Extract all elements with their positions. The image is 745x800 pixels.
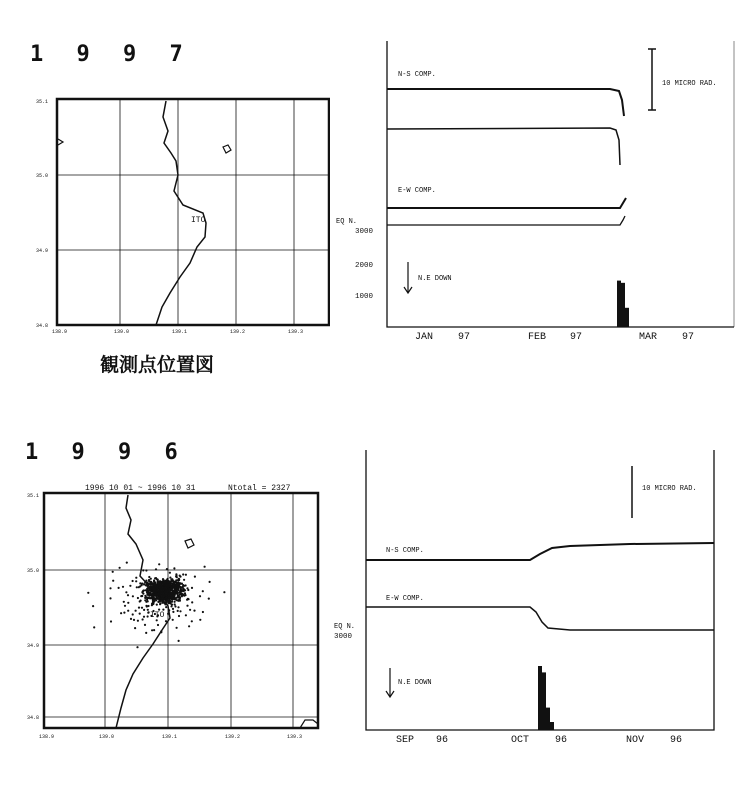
eq-tick: 3000 xyxy=(355,228,374,236)
ew-trace xyxy=(366,607,714,630)
epicenter-dot xyxy=(179,610,181,612)
epicenter-dot xyxy=(122,586,124,588)
epicenter-dot xyxy=(157,589,159,591)
lon-tick: 138.9 xyxy=(52,329,68,335)
scale-label: 10 MICRO RAD. xyxy=(662,80,717,88)
epicenter-dot xyxy=(160,585,162,587)
eq-histogram xyxy=(617,281,629,327)
down-arrow-icon xyxy=(386,668,394,697)
epicenter-dot xyxy=(126,562,128,564)
epicenter-dot xyxy=(132,613,134,615)
station-map-1997 xyxy=(30,95,330,335)
epicenter-dot xyxy=(154,598,156,600)
epicenter-dot xyxy=(178,615,180,617)
epicenter-dot xyxy=(127,594,129,596)
epicenter-dot xyxy=(143,609,145,611)
epicenter-dot xyxy=(174,605,176,607)
ntotal-label: Ntotal = 2327 xyxy=(228,484,291,493)
epicenter-dot xyxy=(134,627,136,629)
ew-comp-label: E-W COMP. xyxy=(398,187,436,195)
month-axis xyxy=(396,735,682,746)
epicenter-dot xyxy=(193,610,195,612)
eq-histogram xyxy=(538,666,554,730)
epicenter-dot xyxy=(166,579,168,581)
epicenter-dot xyxy=(187,589,189,591)
epicenter-dot xyxy=(158,563,160,565)
epicenter-dot xyxy=(202,590,204,592)
epicenter-dot xyxy=(172,608,174,610)
epicenter-dot xyxy=(127,610,129,612)
lat-tick: 34.9 xyxy=(36,248,49,254)
lon-tick: 139.2 xyxy=(230,329,246,335)
epicenter-dot xyxy=(167,595,169,597)
epicenter-dot xyxy=(170,605,172,607)
lon-tick: 139.0 xyxy=(114,329,130,335)
eq-count-bar xyxy=(621,283,625,327)
ns-comp-label: N-S COMP. xyxy=(386,547,424,555)
epicenter-dot xyxy=(160,589,162,591)
epicenter-dot xyxy=(145,569,147,571)
epicenter-dot xyxy=(124,605,126,607)
map-ticks-lat xyxy=(36,99,48,329)
epicenter-dot xyxy=(148,576,150,578)
epicenter-dot xyxy=(176,583,178,585)
epicenter-dot xyxy=(151,596,153,598)
epicenter-dot xyxy=(141,607,143,609)
map-ticks-lon xyxy=(52,329,303,335)
epicenter-dot xyxy=(160,595,162,597)
epicenter-dot xyxy=(127,602,129,604)
epicenter-dot xyxy=(180,583,182,585)
eq-count-bar xyxy=(550,722,554,730)
eq-count-bar xyxy=(538,666,542,730)
epicenter-dot xyxy=(173,582,175,584)
epicenter-dot xyxy=(191,587,193,589)
lat-tick: 35.1 xyxy=(36,99,49,105)
epicenter-dot xyxy=(120,612,122,614)
epicenter-dot xyxy=(132,595,134,597)
year-label-oct: 96 xyxy=(555,735,568,746)
month-label-nov: NOV xyxy=(626,735,645,746)
down-label: N.E DOWN xyxy=(418,275,452,283)
epicenter-dot xyxy=(175,586,177,588)
epicenter-dot xyxy=(145,584,147,586)
epicenter-dot xyxy=(158,596,160,598)
epicenter-dot xyxy=(142,618,144,620)
eq-axis-ticks xyxy=(355,228,374,301)
epicenter-dot xyxy=(172,619,174,621)
epicenter-dot xyxy=(136,586,138,588)
epicenter-dot xyxy=(169,572,171,574)
epicenter-dot xyxy=(170,594,172,596)
eq-count-bar xyxy=(546,708,550,730)
epicenter-dot xyxy=(135,577,137,579)
month-label-jan: JAN xyxy=(415,332,434,343)
epicenter-dot xyxy=(129,585,131,587)
epicenter-dot xyxy=(132,580,134,582)
epicenter-dot xyxy=(166,584,168,586)
epicenter-dot xyxy=(109,587,111,589)
down-arrow-icon xyxy=(404,262,412,293)
eq-count-bar xyxy=(625,308,629,327)
epicenter-dot xyxy=(148,597,150,599)
epicenter-dot xyxy=(154,594,156,596)
epicenter-dot xyxy=(179,597,181,599)
epicenter-dot xyxy=(179,586,181,588)
epicenter-dot xyxy=(147,609,149,611)
period-label: 1996 10 01 ~ 1996 10 31 xyxy=(85,484,196,493)
epicenter-dot xyxy=(208,598,210,600)
epicenter-dot xyxy=(137,597,139,599)
epicenter-dot xyxy=(175,599,177,601)
epicenter-dot xyxy=(165,588,167,590)
epicenter-dot xyxy=(147,590,149,592)
epicenter-dot xyxy=(133,619,135,621)
epicenter-dot xyxy=(162,598,164,600)
epicenter-dot xyxy=(194,576,196,578)
lat-tick: 35.0 xyxy=(27,568,40,574)
epicenter-dot xyxy=(173,595,175,597)
epicenter-dot xyxy=(147,593,149,595)
epicenter-dot xyxy=(153,580,155,582)
lat-tick: 34.8 xyxy=(36,323,49,329)
epicenter-dot xyxy=(142,590,144,592)
ns-comp-label: N-S COMP. xyxy=(398,71,436,79)
epicenter-dot xyxy=(178,640,180,642)
epicenter-dot xyxy=(93,626,95,628)
epicenter-dot xyxy=(150,578,152,580)
lon-tick: 139.1 xyxy=(162,734,178,740)
epicenter-dot xyxy=(158,583,160,585)
epicenter-dot xyxy=(151,629,153,631)
epicenter-dot xyxy=(156,597,158,599)
epicenter-dot xyxy=(165,600,167,602)
ew-trace-upper xyxy=(387,198,626,208)
epicenter-dot xyxy=(176,627,178,629)
lat-tick: 34.8 xyxy=(27,715,40,721)
epicenter-dot xyxy=(165,620,167,622)
year-label-jan: 97 xyxy=(458,332,471,343)
epicenter-dot xyxy=(118,587,120,589)
year-label-sep: 96 xyxy=(436,735,449,746)
epicenter-dot xyxy=(92,605,94,607)
epicenter-dot xyxy=(165,594,167,596)
epicenter-dot xyxy=(163,589,165,591)
epicenter-dot xyxy=(138,586,140,588)
epicenter-dot xyxy=(185,614,187,616)
eq-count-bar xyxy=(542,672,546,730)
tilt-record-1997 xyxy=(330,40,735,350)
epicenter-dot xyxy=(158,586,160,588)
epicenter-dot xyxy=(179,590,181,592)
year-label-feb: 97 xyxy=(570,332,583,343)
epicenter-dot xyxy=(159,603,161,605)
epicenter-dot xyxy=(162,580,164,582)
month-label-oct: OCT xyxy=(511,735,530,746)
lon-tick: 139.2 xyxy=(225,734,241,740)
epicenter-dot xyxy=(87,592,89,594)
epicenter-dot xyxy=(137,620,139,622)
epicenter-dot xyxy=(156,587,158,589)
epicenter-dot xyxy=(204,566,206,568)
epicenter-dot xyxy=(156,578,158,580)
epicenter-dot xyxy=(144,582,146,584)
epicenter-dot xyxy=(164,581,166,583)
epicenter-dot xyxy=(165,592,167,594)
lat-tick: 35.1 xyxy=(27,493,40,499)
map-ticks-lat xyxy=(27,493,39,721)
epicenter-dot xyxy=(167,613,169,615)
epicenter-dot xyxy=(165,606,167,608)
epicenter-dot xyxy=(184,592,186,594)
epicenter-dot xyxy=(155,568,157,570)
epicenter-dot xyxy=(174,603,176,605)
epicenter-dot xyxy=(123,601,125,603)
down-label: N.E DOWN xyxy=(398,679,432,687)
lat-tick: 34.9 xyxy=(27,643,40,649)
epicenter-dot xyxy=(162,593,164,595)
epicenter-dot xyxy=(191,601,193,603)
epicenter-dot xyxy=(168,581,170,583)
epicenter-dot xyxy=(199,619,201,621)
epicenter-dot xyxy=(175,590,177,592)
epicenter-dot xyxy=(152,588,154,590)
ew-comp-label: E-W COMP. xyxy=(386,595,424,603)
eq-tick: 2000 xyxy=(355,262,374,270)
epicenter-dot xyxy=(177,610,179,612)
lon-tick: 139.3 xyxy=(288,329,304,335)
epicenter-dot xyxy=(130,618,132,620)
year-label-1997: 1 9 9 7 xyxy=(30,42,193,67)
epicenter-dot xyxy=(153,590,155,592)
month-label-feb: FEB xyxy=(528,332,547,343)
epicenter-dot xyxy=(160,630,162,632)
lon-tick: 139.3 xyxy=(287,734,303,740)
epicenter-dot xyxy=(145,632,147,634)
epicenter-dot xyxy=(186,605,188,607)
epicenter-dot xyxy=(179,576,181,578)
station-label-ito: ITO xyxy=(191,216,206,225)
epicenter-dot xyxy=(187,598,189,600)
epicenter-dot xyxy=(135,580,137,582)
epicenter-dot xyxy=(125,591,127,593)
epicenter-dot xyxy=(179,599,181,601)
scale-label: 10 MICRO RAD. xyxy=(642,485,697,493)
epicenter-dot xyxy=(139,613,141,615)
epicenter-dot xyxy=(177,606,179,608)
epicenter-dot xyxy=(142,569,144,571)
epicenter-dot xyxy=(177,588,179,590)
epicenter-dot xyxy=(177,586,179,588)
epicenter-dot xyxy=(167,590,169,592)
ns-trace-lower xyxy=(387,128,620,165)
map-caption: 観測点位置図 xyxy=(100,354,215,376)
epicenter-dot xyxy=(181,593,183,595)
epicenter-dot xyxy=(144,624,146,626)
epicenter-dot xyxy=(148,579,150,581)
epicenter-dot xyxy=(162,587,164,589)
epicenter-dot xyxy=(202,611,204,613)
epicenter-dot xyxy=(152,601,154,603)
ew-trace-lower xyxy=(387,216,625,225)
epicenter-dot xyxy=(143,616,145,618)
epicenter-dot xyxy=(146,582,148,584)
epicenter-dot xyxy=(119,567,121,569)
epicenter-dot xyxy=(141,583,143,585)
epicenter-dot xyxy=(109,597,111,599)
month-label-mar: MAR xyxy=(639,332,658,343)
year-label-1996: 1 9 9 6 xyxy=(25,440,188,465)
eq-axis-label: EQ N. xyxy=(334,623,356,631)
epicenter-dot xyxy=(149,582,151,584)
epicenter-dot xyxy=(178,579,180,581)
epicenter-dot xyxy=(135,610,137,612)
epicenter-dot xyxy=(185,574,187,576)
epicenter-dot xyxy=(199,595,201,597)
epicenter-dot xyxy=(169,577,171,579)
epicenter-dot xyxy=(110,620,112,622)
epicenter-dot xyxy=(168,609,170,611)
epicenter-dot xyxy=(173,567,175,569)
epicenter-dot xyxy=(223,591,225,593)
epicenter-dot xyxy=(146,605,148,607)
year-label-nov: 96 xyxy=(670,735,683,746)
lon-tick: 138.9 xyxy=(39,734,55,740)
epicenter-dot xyxy=(142,593,144,595)
epicenter-dot xyxy=(209,581,211,583)
epicenter-dot xyxy=(173,584,175,586)
epicenter-dot xyxy=(182,573,184,575)
epicenter-dot xyxy=(145,580,147,582)
epicenter-dot xyxy=(182,586,184,588)
epicenter-dot xyxy=(157,624,159,626)
epicenter-dot xyxy=(162,578,164,580)
epicenter-dot xyxy=(141,595,143,597)
lat-tick: 35.0 xyxy=(36,173,49,179)
lon-tick: 139.0 xyxy=(99,734,115,740)
epicenter-dot xyxy=(164,602,166,604)
epicenter-dot xyxy=(173,598,175,600)
epicenter-dot xyxy=(151,603,153,605)
month-label-sep: SEP xyxy=(396,735,415,746)
epicenter-dot xyxy=(159,600,161,602)
epicenter-dot xyxy=(170,602,172,604)
station-label-ito: ITO xyxy=(150,611,165,620)
epicenter-dot xyxy=(183,590,185,592)
epicenter-dot xyxy=(174,601,176,603)
epicenter-dot xyxy=(166,568,168,570)
epicenter-dot xyxy=(144,597,146,599)
epicenter-dot xyxy=(149,588,151,590)
epicenter-dot xyxy=(170,592,172,594)
seismicity-map-1996 xyxy=(25,478,325,748)
epicenter-dot xyxy=(177,595,179,597)
eq-tick: 1000 xyxy=(355,293,374,301)
epicenter-dot xyxy=(156,604,158,606)
epicenter-dot xyxy=(172,580,174,582)
eq-tick: 3000 xyxy=(334,633,353,641)
epicenter-dot xyxy=(139,600,141,602)
epicenter-dot xyxy=(189,609,191,611)
epicenter-dot xyxy=(175,573,177,575)
epicenter-dot xyxy=(169,583,171,585)
epicenter-dot xyxy=(147,587,149,589)
eq-axis-label: EQ N. xyxy=(336,218,358,226)
year-label-mar: 97 xyxy=(682,332,695,343)
epicenter-dot xyxy=(183,579,185,581)
epicenter-dot xyxy=(188,625,190,627)
epicenter-dot xyxy=(138,607,140,609)
epicenter-dot xyxy=(172,611,174,613)
epicenter-dot xyxy=(147,615,149,617)
ns-trace-upper xyxy=(387,89,624,116)
epicenter-dot xyxy=(153,629,155,631)
epicenter-dot xyxy=(149,595,151,597)
lon-tick: 139.1 xyxy=(172,329,188,335)
epicenter-dot xyxy=(170,586,172,588)
epicenter-dot xyxy=(136,646,138,648)
tilt-record-1996 xyxy=(330,450,735,750)
epicenter-dot xyxy=(151,593,153,595)
epicenter-dot xyxy=(168,597,170,599)
epicenter-dot xyxy=(123,612,125,614)
map-ticks-lon xyxy=(39,734,302,740)
epicenter-dot xyxy=(112,580,114,582)
epicenter-dot xyxy=(147,600,149,602)
eq-count-bar xyxy=(617,281,621,327)
epicenter-dot xyxy=(160,581,162,583)
epicenter-dot xyxy=(191,620,193,622)
epicenter-dot xyxy=(112,571,114,573)
epicenter-dot xyxy=(158,592,160,594)
month-axis xyxy=(415,332,694,343)
